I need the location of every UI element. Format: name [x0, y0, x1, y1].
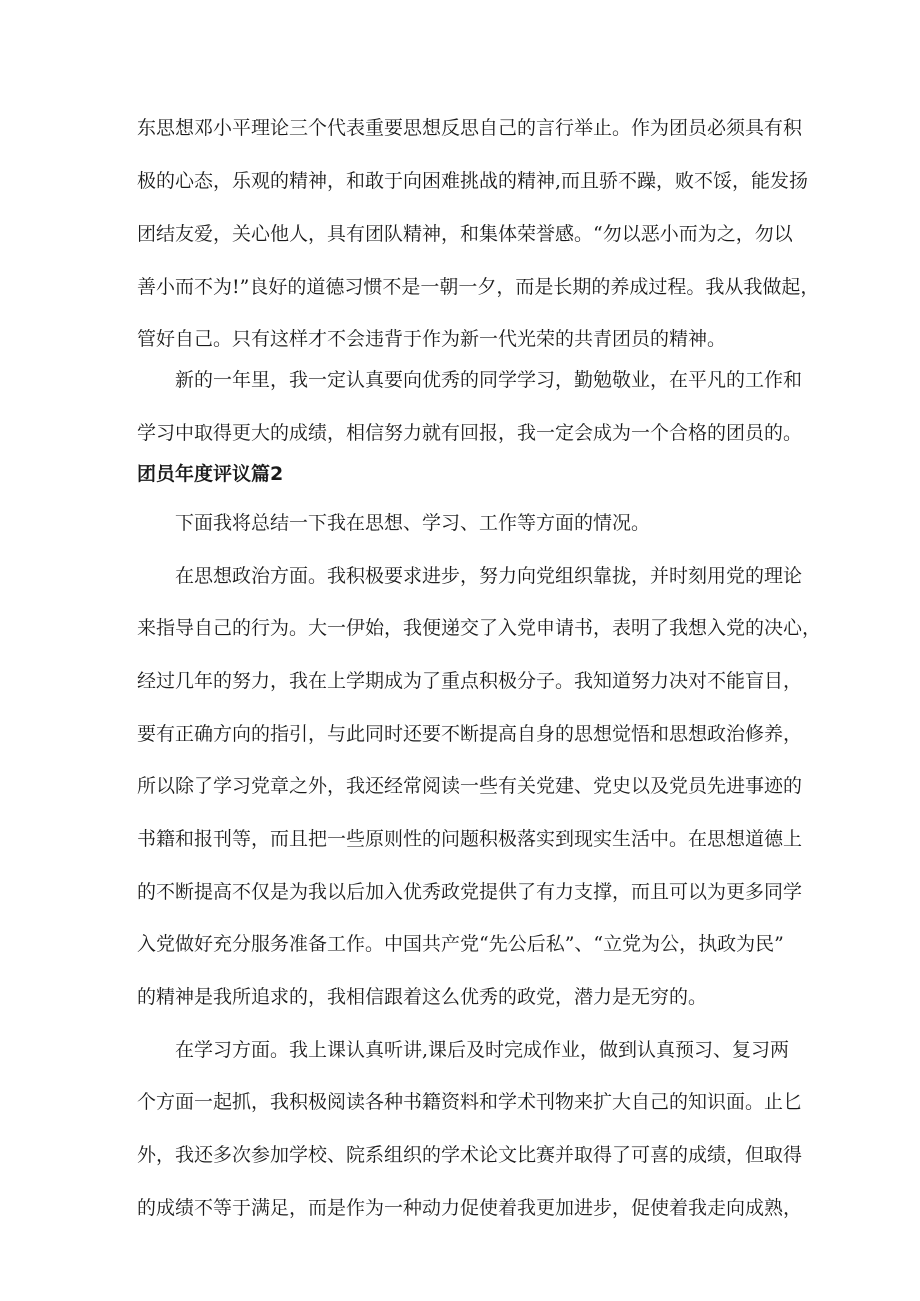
paragraph-4-line-7: 的不断提高不仅是为我以后加入优秀政党提供了有力支撑，而且可以为更多同学	[137, 881, 803, 903]
paragraph-3-line-1: 下面我将总结一下我在思想、学习、工作等方面的情况。	[175, 512, 651, 534]
paragraph-1-line-2: 极的心态，乐观的精神，和敢于向困难挑战的精神,而且骄不躁，败不馁，能发扬	[137, 170, 809, 192]
paragraph-2-line-1: 新的一年里，我一定认真要向优秀的同学学习，勤勉敬业，在平凡的工作和	[175, 369, 803, 391]
paragraph-4-line-6: 书籍和报刊等，而且把一些原则性的问题积极落实到现实生活中。在思想道德上	[137, 828, 803, 850]
paragraph-1-line-1: 东思想邓小平理论三个代表重要思想反思自己的言行举止。作为团员必须具有积	[137, 117, 803, 139]
paragraph-4-line-8: 入党做好充分服务准备工作。中国共产党“先公后私”、“立党为公，执政为民”	[137, 933, 784, 955]
paragraph-5-line-2: 个方面一起抓，我积极阅读各种书籍资料和学术刊物来扩大自己的知识面。止匕	[137, 1091, 803, 1113]
paragraph-4-line-2: 来指导自己的行为。大一伊始，我便递交了入党申请书，表明了我想入党的决心，	[137, 617, 822, 639]
paragraph-4-line-9: 的精神是我所追求的，我相信跟着这么优秀的政党，潜力是无穷的。	[137, 986, 708, 1008]
paragraph-5-line-4: 的成绩不等于满足，而是作为一种动力促使着我更加进步，促使着我走向成熟，	[137, 1197, 803, 1219]
paragraph-4-line-5: 所以除了学习党章之外，我还经常阅读一些有关党建、党史以及党员先进事迹的	[137, 775, 803, 797]
section-heading: 团员年度评议篇2	[137, 463, 284, 485]
paragraph-5-line-1: 在学习方面。我上课认真听讲,课后及时完成作业，做到认真预习、复习两	[175, 1039, 790, 1061]
paragraph-1-line-4: 善小而不为!”良好的道德习惯不是一朝一夕，而是长期的养成过程。我从我做起，	[137, 276, 820, 298]
paragraph-4-line-1: 在思想政治方面。我积极要求进步，努力向党组织靠拢，并时刻用党的理论	[175, 565, 803, 587]
paragraph-4-line-3: 经过几年的努力，我在上学期成为了重点积极分子。我知道努力决对不能盲目，	[137, 670, 803, 692]
paragraph-1-line-3: 团结友爱，关心他人，具有团队精神，和集体荣誉感。“勿以恶小而为之，勿以	[137, 223, 793, 245]
paragraph-1-line-5: 管好自己。只有这样才不会违背于作为新一代光荣的共青团员的精神。	[137, 328, 727, 350]
paragraph-2-line-2: 学习中取得更大的成绩，相信努力就有回报，我一定会成为一个合格的团员的。	[137, 422, 803, 444]
paragraph-5-line-3: 外，我还多次参加学校、院系组织的学术论文比赛并取得了可喜的成绩，但取得	[137, 1144, 803, 1166]
paragraph-4-line-4: 要有正确方向的指引，与此同时还要不断提高自身的思想觉悟和思想政治修养，	[137, 723, 803, 745]
